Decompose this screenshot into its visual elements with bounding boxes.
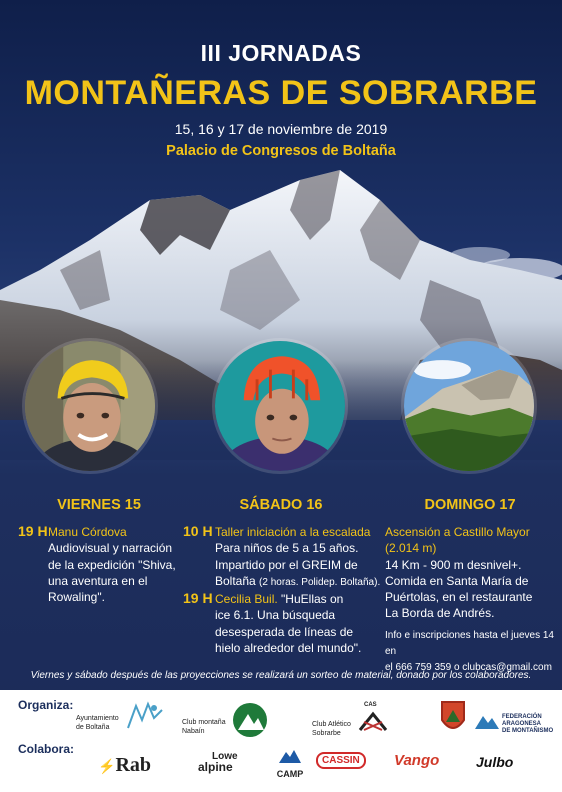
logo-rab-text: Rab [115, 754, 152, 776]
event-hour: 19 H [183, 590, 213, 606]
event-line: Audiovisual y narración [48, 541, 173, 556]
logo-camp [272, 748, 308, 779]
event-workshop-title: Taller iniciación a la escalada [215, 525, 371, 539]
event-line: Rowaling". [48, 590, 105, 605]
logo-text-line: de Boltaña [76, 724, 110, 731]
logo-text-line: Nabaín [182, 728, 205, 735]
logo-federacion-aragonesa [502, 714, 553, 735]
event-viernes [48, 524, 198, 605]
cas-emblem-icon [358, 710, 388, 734]
event-speaker: Cecilia Buil. [215, 592, 278, 606]
cas-logo-text: CAS [364, 702, 377, 708]
logo-text-line: Ayuntamiento [76, 715, 119, 722]
event-info: Info e inscripciones hasta el jueves 14 en [385, 629, 554, 658]
event-line: Comida en Santa María de [385, 573, 529, 588]
event-line: Impartido por el GREIM de [215, 557, 358, 572]
logo-club-nabain [182, 718, 226, 736]
logo-julbo: Julbo [476, 754, 514, 770]
federacion-mountain-icon [474, 712, 500, 730]
event-line: Puértolas, en el restaurante [385, 590, 533, 605]
logo-cassin: CASSIN [316, 752, 366, 769]
event-line [215, 573, 390, 591]
event-dates: 15, 16 y 17 de noviembre de 2019 [174, 121, 388, 137]
logo-text-line: Sobrarbe [312, 730, 341, 737]
event-domingo [385, 524, 560, 677]
event-venue: Palacio de Congresos de Boltaña [166, 143, 396, 159]
event-line: de la expedición "Shiva, [48, 557, 176, 572]
logo-vango: Vango [394, 752, 440, 769]
logo-text-line: DE MONTAÑISMO [502, 728, 554, 734]
logo-text-line: alpine [198, 760, 233, 774]
event-sabado-charla [215, 591, 390, 656]
ayuntamiento-emblem-icon [124, 700, 166, 730]
event-excursion-altitude: (2.014 m) [385, 541, 437, 556]
event-line: una aventura en el [48, 573, 148, 588]
logo-text-line: FEDERACIÓN [502, 714, 542, 720]
logo-text-line: Club montaña [182, 719, 226, 726]
photo-castillo-mayor [401, 338, 537, 474]
event-line: Para niños de 5 a 15 años. [215, 541, 359, 556]
logo-lowe-alpine [198, 752, 238, 772]
colabora-label: Colabora: [18, 742, 75, 756]
event-line: 14 Km - 900 m desnivel+. [385, 557, 522, 572]
portrait-cecilia-buil [212, 338, 348, 474]
rab-mark-icon: ⚡ [98, 760, 116, 775]
event-line [215, 591, 390, 607]
logo-club-atletico-sobrarbe [312, 720, 351, 738]
event-hour: 10 H [183, 523, 213, 539]
event-line: La Borda de Andrés. [385, 606, 495, 621]
poster-edition: III JORNADAS [200, 40, 362, 66]
logo-rab [98, 754, 151, 777]
event-line: ice 6.1. Una búsqueda [215, 608, 336, 623]
raffle-note: Viernes y sábado después de las proyecciones se realizará un sorteo de material, donado por los colaboradores. [30, 670, 532, 681]
event-sabado-taller [215, 524, 390, 591]
logo-ayuntamiento-boltana [76, 714, 119, 732]
logo-text-line: Lowe [212, 751, 238, 762]
event-note: (2 horas. Polidep. Boltaña). [259, 576, 381, 588]
event-line-main: Boltaña [215, 573, 256, 588]
portrait-manu-cordova [22, 338, 158, 474]
event-contact: el 666 759 359 o clubcas@gmail.com [385, 662, 552, 674]
day-title-sabado: SÁBADO 16 [239, 497, 323, 513]
day-title-domingo: DOMINGO 17 [424, 497, 516, 513]
event-talk-title: "HuEllas on [281, 592, 344, 606]
nabain-emblem-icon [232, 702, 268, 738]
event-excursion-title: Ascensión a Castillo Mayor [385, 525, 530, 539]
logo-text-line: Club Atlético [312, 721, 351, 728]
poster-title: MONTAÑERAS DE SOBRARBE [24, 74, 538, 112]
event-line: desesperada de líneas de [215, 624, 354, 639]
event-speaker: Manu Córdova [48, 525, 127, 539]
organiza-label: Organiza: [18, 698, 74, 712]
sponsors-panel [0, 690, 562, 792]
logo-text-line: ARAGONESA [502, 721, 542, 727]
camp-mountain-icon [278, 748, 302, 764]
day-title-viernes: VIERNES 15 [57, 497, 141, 513]
event-line: hielo alrededor del mundo". [215, 640, 362, 655]
logo-camp-text: CAMP [276, 769, 304, 779]
federacion-shield-icon [440, 700, 466, 736]
event-hour: 19 H [18, 523, 48, 539]
